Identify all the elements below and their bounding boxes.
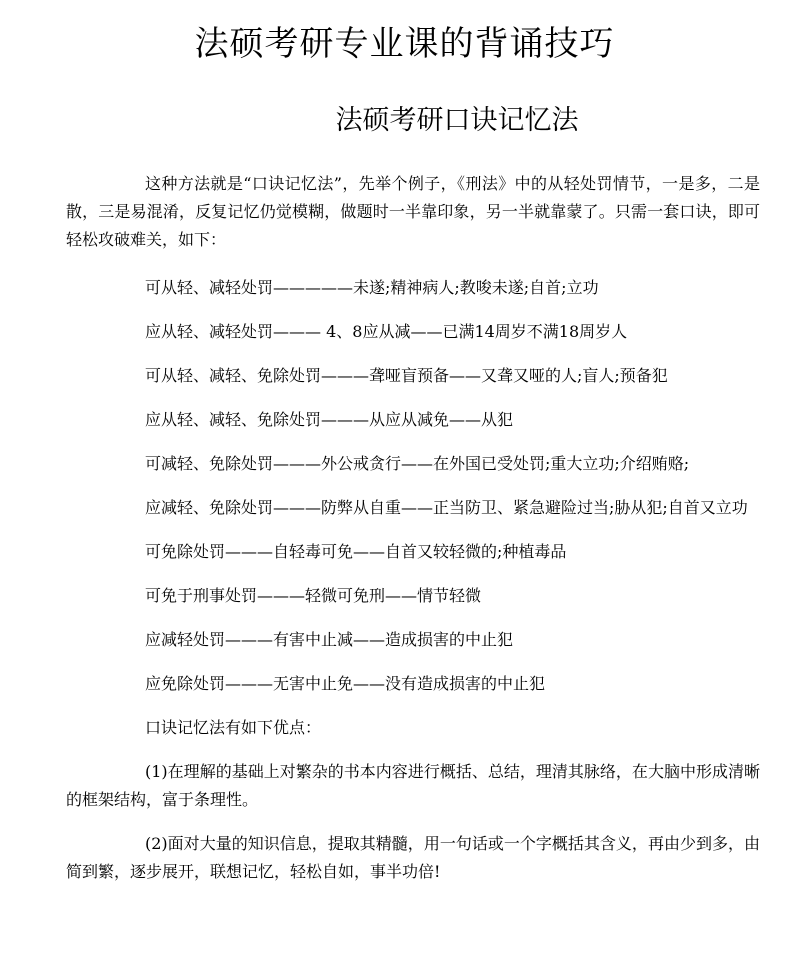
intro-paragraph: 这种方法就是“口诀记忆法”，先举个例子，《刑法》中的从轻处罚情节，一是多，二是散，三是易混淆，反复记忆仍觉模糊，做题时一半靠印象，另一半就靠蒙了。只需一套口诀，即可轻松攻破难关，如下：: [66, 174, 760, 249]
mnemonic-line: 可免于刑事处罚———轻微可免刑——情节轻微: [145, 586, 482, 605]
mnemonic-line: 应减轻处罚———有害中止减——造成损害的中止犯: [145, 630, 514, 649]
mnemonic-line: 应从轻、减轻、免除处罚———从应从减免——从犯: [145, 410, 514, 429]
document-body: [66, 170, 760, 902]
mnemonic-line: 应减轻、免除处罚———防弊从自重——正当防卫、紧急避险过当;胁从犯;自首又立功: [145, 498, 748, 517]
mnemonic-line: 可从轻、减轻处罚—————未遂;精神病人;教唆未遂;自首;立功: [145, 278, 599, 297]
mnemonic-line: 可免除处罚———自轻毒可免——自首又较轻微的;种植毒品: [145, 542, 567, 561]
advantage-item: (2)面对大量的知识信息，提取其精髓，用一句话或一个字概括其含义，再由少到多，由简到繁，逐步展开，联想记忆，轻松自如，事半功倍!: [66, 834, 760, 881]
document-title: 法硕考研专业课的背诵技巧: [194, 24, 615, 64]
mnemonic-line: 应从轻、减轻处罚——— 4、8应从减——已满14周岁不满18周岁人: [145, 322, 628, 341]
mnemonic-line: 可减轻、免除处罚———外公戒贪行——在外国已受处罚;重大立功;介绍贿赂;: [145, 454, 690, 473]
mnemonic-line: 应免除处罚———无害中止免——没有造成损害的中止犯: [145, 674, 546, 693]
document-subtitle: 法硕考研口诀记忆法: [335, 105, 579, 136]
advantage-item: (1)在理解的基础上对繁杂的书本内容进行概括、总结，理清其脉络，在大脑中形成清晰的框架结构，富于条理性。: [66, 762, 760, 809]
mnemonic-line: 可从轻、减轻、免除处罚———聋哑盲预备——又聋又哑的人;盲人;预备犯: [145, 366, 668, 385]
advantages-heading: 口诀记忆法有如下优点：: [145, 718, 322, 737]
